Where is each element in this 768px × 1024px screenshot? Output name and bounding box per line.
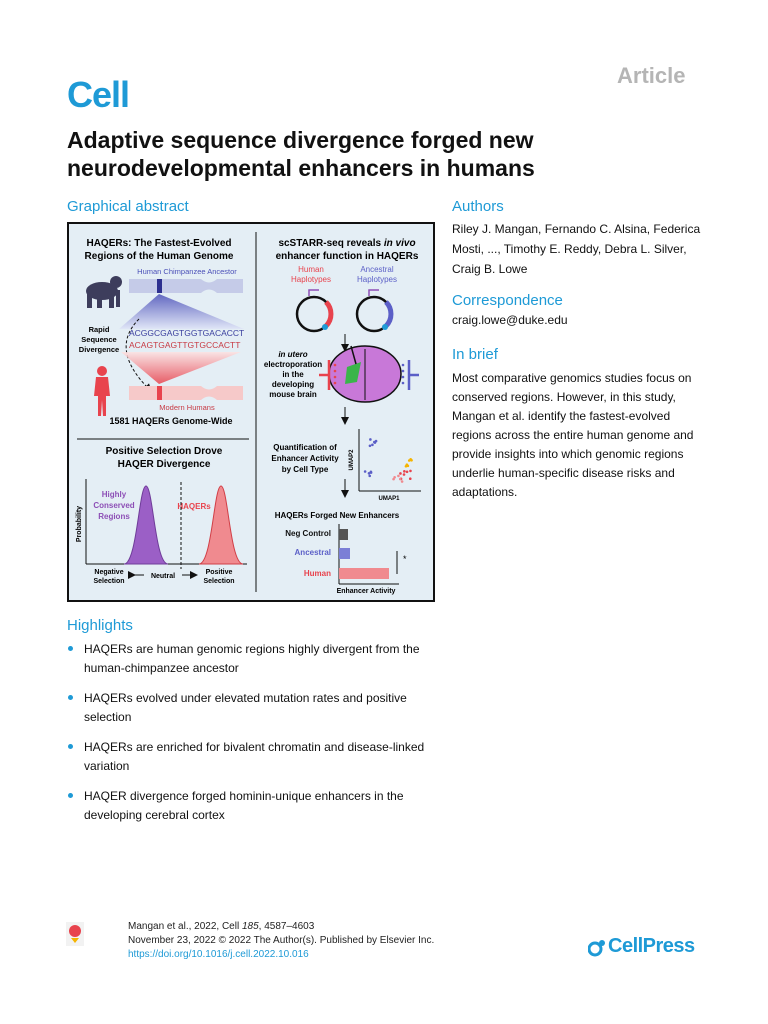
- citation-line-1: Mangan et al., 2022, Cell 185, 4587–4603: [128, 921, 315, 932]
- human-centromere: [201, 386, 217, 400]
- haqers-dist-label: HAQERs: [177, 502, 211, 511]
- pos-selection-2: Selection: [203, 578, 235, 585]
- ancestral-plasmid-icon: [357, 290, 391, 331]
- umap-point: [403, 470, 406, 473]
- umap-point: [371, 444, 374, 447]
- ancestor-chromosome-right: [217, 279, 243, 293]
- y-axis-label: Probability: [76, 505, 83, 543]
- human-chromosome-left: [129, 386, 201, 400]
- umap-point: [369, 444, 372, 447]
- in-utero-label: in utero: [278, 350, 308, 359]
- mouse-brain-icon: [329, 346, 401, 402]
- graphical-abstract-figure: [67, 222, 435, 602]
- bullet-icon: [68, 793, 73, 798]
- electrode-positive-icon: [402, 360, 419, 390]
- anc-hap-label-1: Ancestral: [360, 265, 394, 274]
- umap-point: [364, 470, 367, 473]
- rapid-label-3: Divergence: [78, 345, 120, 354]
- ga-ps-title-2: HAQER Divergence: [117, 459, 211, 470]
- in-brief-heading: In brief: [452, 346, 498, 363]
- bar-x-label: Enhancer Activity: [336, 588, 396, 595]
- ancestor-chromosome-left: [129, 279, 201, 293]
- umap-point: [401, 480, 404, 483]
- umap-point: [409, 477, 412, 480]
- electro-label-1: electroporation: [263, 360, 323, 369]
- umap-point: [399, 478, 402, 481]
- quant-label-2: Enhancer Activity: [271, 454, 339, 463]
- article-type-label: Article: [617, 63, 686, 88]
- highlight-item: [67, 689, 447, 727]
- correspondence-heading: Correspondence: [452, 292, 563, 309]
- graphical-abstract-svg: [69, 224, 433, 600]
- hc-label-1: Highly: [101, 490, 127, 499]
- umap-point: [403, 473, 406, 476]
- bar-ancestral: [339, 548, 350, 559]
- human-zoom-triangle: [121, 352, 241, 384]
- umap-point: [409, 458, 412, 461]
- hc-label-2: Conserved: [93, 501, 135, 510]
- human-icon: [94, 366, 110, 416]
- human-chromosome-right: [217, 386, 243, 400]
- umap-point: [370, 471, 373, 474]
- highlights-list: [67, 640, 447, 836]
- highlight-text: HAQERs evolved under elevated mutation rates and positive selection: [84, 691, 407, 724]
- bullet-icon: [68, 695, 73, 700]
- highlight-item: [67, 738, 447, 776]
- electro-label-3: developing: [271, 380, 315, 389]
- pos-selection-1: Positive: [205, 569, 233, 576]
- citation-block: [128, 920, 434, 962]
- ga-count-label: 1581 HAQERs Genome-Wide: [109, 416, 233, 426]
- citation-line-2: November 23, 2022 © 2022 The Author(s). Published by Elsevier Inc.: [128, 935, 435, 946]
- highlight-text: HAQERs are enriched for bivalent chromatin and disease-linked variation: [84, 740, 425, 773]
- umap-scatter: [364, 438, 413, 483]
- in-brief-text: Most comparative genomics studies focus on conserved regions. However, in this study, Mangan et al. identify the fastest-evolved regions across the entire human genome and provide insights into which genomic regions underlie human-specific disease risks and adaptations.: [452, 371, 694, 499]
- umap1-label: UMAP1: [378, 496, 400, 502]
- umap-point: [392, 478, 395, 481]
- forged-title: HAQERs Forged New Enhancers: [274, 511, 400, 520]
- umap2-label: UMAP2: [349, 449, 355, 471]
- ga-right-title-1: scSTARR-seq reveals in vivo: [278, 238, 416, 249]
- haqer-distribution: [199, 486, 243, 564]
- bar-label-ancestral: Ancestral: [294, 548, 331, 557]
- sequence-ancestral: ACGGCGAGTGGTGACACCT: [129, 328, 245, 338]
- umap-point: [375, 440, 378, 443]
- rapid-label-2: Sequence: [81, 335, 117, 344]
- graphical-abstract-heading: Graphical abstract: [67, 198, 189, 215]
- quant-label-1: Quantification of: [273, 443, 337, 452]
- electro-label-2: in the: [282, 370, 304, 379]
- umap-point: [409, 470, 412, 473]
- bar-neg-control: [339, 529, 348, 540]
- bullet-icon: [68, 744, 73, 749]
- human-plasmid-icon: [297, 290, 331, 331]
- ga-modern-label: Modern Humans: [159, 403, 215, 412]
- ga-left-title-1: HAQERs: The Fastest-Evolved: [86, 238, 232, 249]
- journal-logo: Cell: [67, 74, 130, 115]
- quant-label-3: by Cell Type: [281, 465, 329, 474]
- anc-hap-label-2: Haplotypes: [356, 275, 398, 284]
- neg-selection-1: Negative: [94, 569, 124, 576]
- cellpress-logo: CellPress: [608, 935, 695, 957]
- human-chromosome-band: [157, 386, 162, 400]
- ga-ps-title-1: Positive Selection Drove: [105, 446, 223, 457]
- ga-ancestor-label: Human Chimpanzee Ancestor: [137, 267, 237, 276]
- bar-human: [339, 568, 389, 579]
- paper-title: Adaptive sequence divergence forged new neurodevelopmental enhancers in humans: [67, 127, 535, 181]
- highlight-item: [67, 787, 447, 825]
- authors-list: Riley J. Mangan, Fernando C. Alsina, Federica Mosti, ..., Timothy E. Reddy, Debra L. Silver, Craig B. Lowe: [452, 222, 701, 276]
- electro-label-4: mouse brain: [269, 390, 317, 399]
- neutral-label: Neutral: [150, 573, 176, 580]
- umap-point: [407, 465, 410, 468]
- bullet-icon: [68, 646, 73, 651]
- ancestor-centromere: [201, 279, 217, 293]
- authors-heading: Authors: [452, 198, 504, 215]
- ga-right-title-2: enhancer function in HAQERs: [275, 251, 419, 262]
- bar-label-human: Human: [303, 569, 331, 578]
- bar-label-neg-control: Neg Control: [285, 529, 331, 538]
- highlight-text: HAQERs are human genomic regions highly divergent from the human-chimpanzee ancestor: [84, 642, 420, 675]
- correspondence-email[interactable]: craig.lowe@duke.edu: [452, 313, 568, 327]
- ancestor-zoom-triangle: [119, 294, 244, 329]
- umap-point: [397, 475, 400, 478]
- umap-point: [368, 475, 371, 478]
- chimpanzee-icon: [86, 276, 122, 308]
- ga-left-title-2: Regions of the Human Genome: [84, 251, 234, 262]
- umap-point: [406, 471, 409, 474]
- doi-link[interactable]: https://doi.org/10.1016/j.cell.2022.10.016: [128, 949, 309, 960]
- highlight-text: HAQER divergence forged hominin-unique enhancers in the developing cerebral cortex: [84, 789, 404, 822]
- human-hap-label-2: Haplotypes: [290, 275, 332, 284]
- human-hap-label-1: Human: [298, 265, 324, 274]
- sig-star: *: [403, 554, 407, 564]
- hc-label-3: Regions: [98, 512, 130, 521]
- umap-point: [399, 472, 402, 475]
- ancestor-chromosome-band: [157, 279, 162, 293]
- crossmark-icon[interactable]: [66, 922, 84, 946]
- conserved-distribution: [124, 486, 168, 564]
- sequence-human: ACAGTGAGTTGTGCCACTT: [129, 340, 241, 350]
- neg-selection-2: Selection: [93, 578, 125, 585]
- highlight-item: [67, 640, 447, 678]
- highlights-heading: Highlights: [67, 617, 133, 634]
- cellpress-logo-icon: [588, 939, 606, 959]
- rapid-label-1: Rapid: [88, 325, 110, 334]
- umap-point: [369, 438, 372, 441]
